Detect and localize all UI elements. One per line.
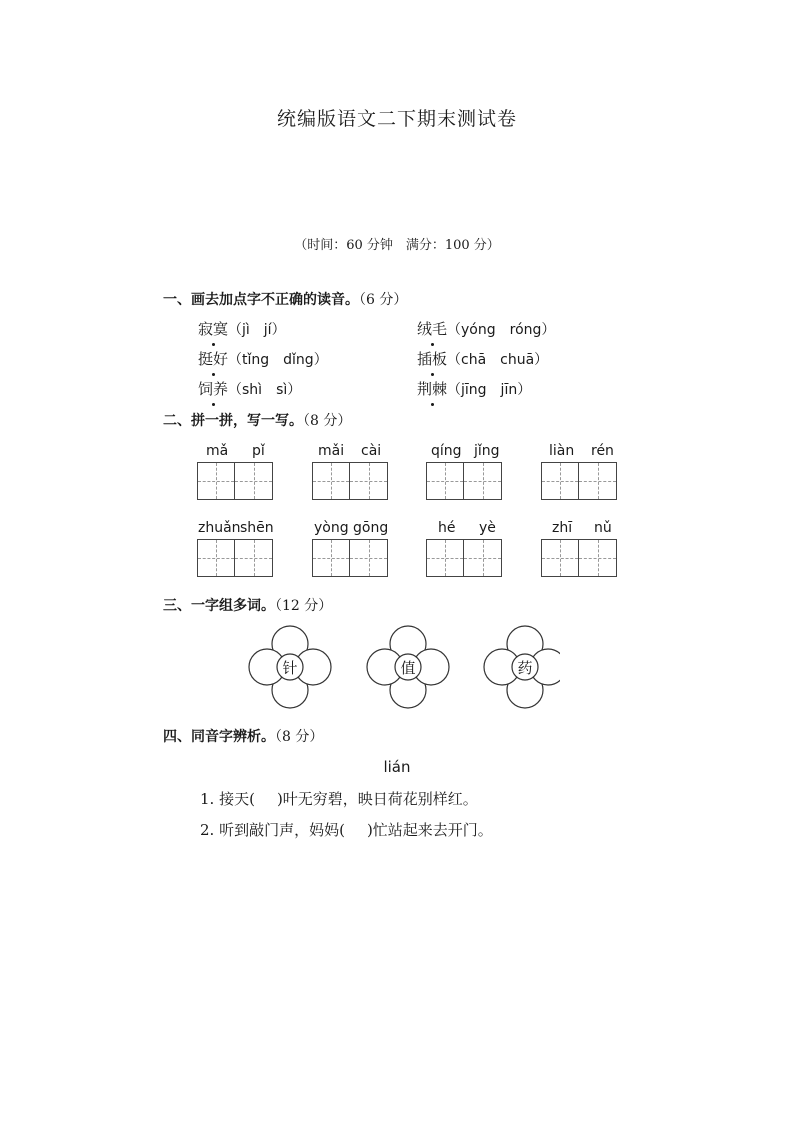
reading-item-2 xyxy=(417,318,555,339)
sentence-number: 2. xyxy=(200,821,215,839)
pinyin-2b: cài xyxy=(361,443,382,459)
flower-char: 针 xyxy=(282,659,298,677)
writing-cell[interactable] xyxy=(312,539,350,577)
writing-cell[interactable] xyxy=(579,462,617,500)
writing-cell[interactable] xyxy=(426,539,464,577)
writing-cell[interactable] xyxy=(541,462,579,500)
sentence-1 xyxy=(200,788,478,809)
section-2-points: （8 分） xyxy=(303,413,352,429)
sentence-text-before: 听到敲门声，妈妈( xyxy=(219,821,345,839)
section-3-title: 三、一字组多词。 xyxy=(163,598,275,614)
writing-grid-8 xyxy=(541,539,617,577)
reading-options[interactable]: （yóng róng） xyxy=(447,322,556,338)
pinyin-5a: zhuǎn xyxy=(198,520,241,536)
word-flower-1 xyxy=(249,626,331,708)
exam-info: （时间：60 分钟 满分：100 分） xyxy=(294,238,500,253)
pinyin-1b: pǐ xyxy=(252,443,265,459)
flower-char: 药 xyxy=(517,659,533,677)
section-4-heading xyxy=(163,726,323,746)
writing-grid-7 xyxy=(426,539,502,577)
writing-cell[interactable] xyxy=(541,539,579,577)
writing-grid-5 xyxy=(197,539,273,577)
reading-options[interactable]: （tǐng dǐng） xyxy=(228,352,328,368)
pinyin-6a: yòng xyxy=(314,520,349,536)
reading-item-6 xyxy=(417,378,531,399)
section-1-points: （6 分） xyxy=(359,292,408,308)
pinyin-8b: nǔ xyxy=(594,520,612,536)
writing-cell[interactable] xyxy=(235,462,273,500)
reading-options[interactable]: （chā chuā） xyxy=(447,352,549,368)
writing-cell[interactable] xyxy=(579,539,617,577)
dotted-char: 绒毛 xyxy=(417,320,448,338)
pinyin-6b: gōng xyxy=(353,520,389,536)
reading-options[interactable]: （jīng jīn） xyxy=(447,382,532,398)
word-flower-2 xyxy=(367,626,449,708)
word-flower-3 xyxy=(484,626,560,708)
reading-item-1 xyxy=(198,318,286,339)
pinyin-2a: mǎi xyxy=(318,443,345,459)
pinyin-hint: lián xyxy=(383,758,411,776)
sentence-text-after: )叶无穷碧，映日荷花别样红。 xyxy=(276,790,478,808)
word-flowers xyxy=(240,620,560,714)
dotted-char: 饲养 xyxy=(198,380,229,398)
writing-cell[interactable] xyxy=(235,539,273,577)
reading-item-4 xyxy=(417,348,548,369)
pinyin-4a: liàn xyxy=(549,443,575,459)
section-2-heading xyxy=(163,410,351,430)
page-title: 统编版语文二下期末测试卷 xyxy=(276,108,517,130)
writing-cell[interactable] xyxy=(464,462,502,500)
pinyin-8a: zhī xyxy=(552,520,573,536)
dotted-char: 荆棘 xyxy=(417,380,448,398)
writing-cell[interactable] xyxy=(197,462,235,500)
sentence-text-before: 接天( xyxy=(219,790,255,808)
section-4-points: （8 分） xyxy=(275,729,324,745)
sentence-text-after: )忙站起来去开门。 xyxy=(366,821,493,839)
section-3-heading xyxy=(163,595,332,615)
writing-cell[interactable] xyxy=(464,539,502,577)
dotted-char: 插板 xyxy=(417,350,448,368)
reading-item-3 xyxy=(198,348,328,369)
flower-char: 值 xyxy=(400,659,416,677)
sentence-number: 1. xyxy=(200,790,215,808)
writing-grid-1 xyxy=(197,462,273,500)
section-1-heading xyxy=(163,289,407,309)
section-3-points: （12 分） xyxy=(275,598,333,614)
pinyin-1a: mǎ xyxy=(206,443,229,459)
pinyin-7a: hé xyxy=(438,520,456,536)
section-1-title: 一、画去加点字不正确的读音。 xyxy=(163,292,359,308)
pinyin-3a: qíng xyxy=(431,443,462,459)
pinyin-5b: shēn xyxy=(240,520,274,536)
writing-cell[interactable] xyxy=(350,539,388,577)
writing-grid-3 xyxy=(426,462,502,500)
writing-cell[interactable] xyxy=(350,462,388,500)
dotted-char: 挺好 xyxy=(198,350,229,368)
pinyin-7b: yè xyxy=(479,520,496,536)
writing-cell[interactable] xyxy=(426,462,464,500)
writing-grid-2 xyxy=(312,462,388,500)
reading-options[interactable]: （shì sì） xyxy=(228,382,302,398)
pinyin-3b: jǐng xyxy=(474,443,500,459)
writing-grid-4 xyxy=(541,462,617,500)
writing-cell[interactable] xyxy=(197,539,235,577)
reading-options[interactable]: （jì jí） xyxy=(228,322,286,338)
pinyin-4b: rén xyxy=(591,443,614,459)
writing-cell[interactable] xyxy=(312,462,350,500)
section-2-title: 二、拼一拼，写一写。 xyxy=(163,413,303,429)
dotted-char: 寂寞 xyxy=(198,320,229,338)
sentence-2 xyxy=(200,819,493,840)
section-4-title: 四、同音字辨析。 xyxy=(163,729,275,745)
reading-item-5 xyxy=(198,378,301,399)
writing-grid-6 xyxy=(312,539,388,577)
